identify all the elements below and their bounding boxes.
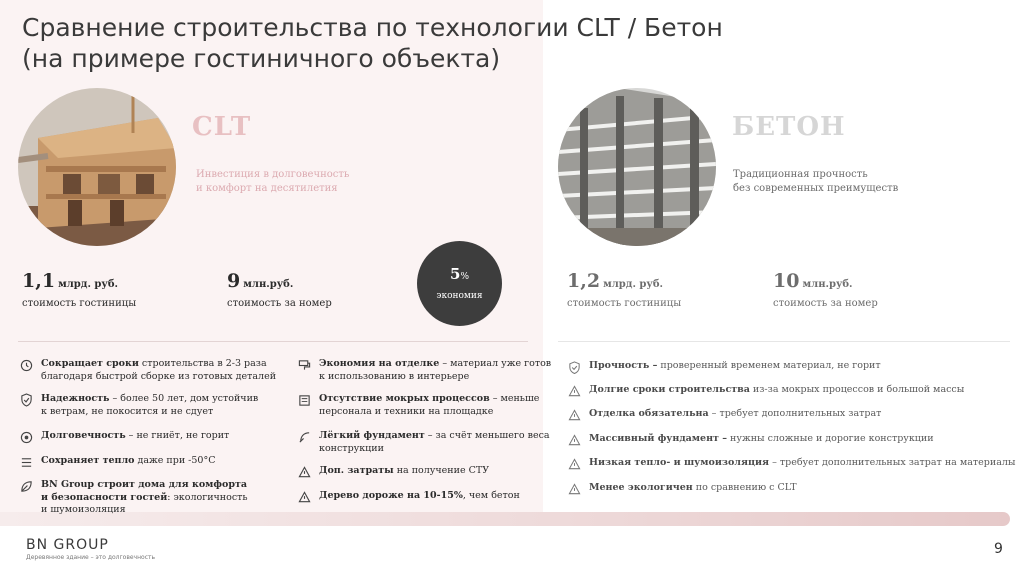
feather-icon bbox=[296, 429, 312, 445]
clt-feature-finishing: Экономия на отделке – материал уже готов к использованию в интерьере bbox=[296, 358, 551, 383]
company-logo-name: BN GROUP bbox=[26, 537, 109, 553]
beton-feature-ecology: Менее экологичен по сравнению с CLT bbox=[566, 482, 797, 497]
clt-heading: CLT bbox=[192, 112, 252, 142]
stat-label: стоимость за номер bbox=[227, 298, 332, 309]
clt-feature-warmth: Сохраняет тепло даже при -50°C bbox=[18, 455, 216, 470]
clt-stat-hotel-cost bbox=[22, 270, 136, 309]
beton-heading: БЕТОН bbox=[732, 112, 846, 142]
stat-label: стоимость гостиницы bbox=[22, 298, 137, 309]
thermometer-icon bbox=[18, 454, 34, 470]
clt-stat-room-cost bbox=[227, 270, 332, 309]
clt-building-photo bbox=[18, 88, 176, 246]
stat-value: 1,1 bbox=[22, 270, 56, 292]
company-logo bbox=[26, 537, 155, 561]
beton-subtitle bbox=[733, 168, 923, 196]
beton-feature-insulation: Низкая тепло- и шумоизоляция – требует дополнительных затрат на материалы bbox=[566, 457, 1015, 472]
warning-icon bbox=[566, 432, 582, 448]
beton-feature-strength: Прочность – проверенный временем материал, не горит bbox=[566, 360, 881, 375]
stat-value: 1,2 bbox=[567, 270, 601, 292]
beton-stat-room-cost bbox=[773, 270, 878, 309]
check-shield-icon bbox=[566, 359, 582, 375]
page-number: 9 bbox=[994, 541, 1003, 557]
clt-feature-comfort: BN Group строит дома для комфорта и безопасности гостей: экологичность и шумоизоляция bbox=[18, 479, 248, 517]
savings-value: 5% bbox=[450, 265, 469, 283]
stat-unit: млн.руб. bbox=[802, 279, 853, 290]
clt-feature-wood-cost: Дерево дороже на 10-15%, чем бетон bbox=[296, 490, 520, 505]
clt-feature-speed: Сокращает сроки строительства в 2-3 раза благодаря быстрой сборке из готовых деталей bbox=[18, 358, 276, 383]
stat-value: 10 bbox=[773, 270, 800, 292]
warning-icon bbox=[566, 407, 582, 423]
clt-feature-reliability: Надежность – более 50 лет, дом устойчив к ветрам, не покосится и не сдует bbox=[18, 393, 258, 418]
bug-icon bbox=[18, 429, 34, 445]
warning-icon bbox=[296, 489, 312, 505]
stat-label: стоимость гостиницы bbox=[567, 298, 682, 309]
stat-unit: млн.руб. bbox=[243, 279, 294, 290]
warning-icon bbox=[566, 456, 582, 472]
clt-feature-durability: Долговечность – не гниёт, не горит bbox=[18, 430, 229, 445]
clt-feature-extra-costs: Доп. затраты на получение СТУ bbox=[296, 465, 489, 480]
savings-badge bbox=[417, 241, 502, 326]
warning-icon bbox=[566, 383, 582, 399]
beton-feature-duration: Долгие сроки строительства из-за мокрых процессов и большой массы bbox=[566, 384, 964, 399]
clt-subtitle-line1: Инвестиция в долговечность bbox=[196, 169, 350, 180]
stat-unit: млрд. руб. bbox=[58, 279, 118, 290]
leaf-icon bbox=[18, 478, 34, 494]
paint-icon bbox=[296, 357, 312, 373]
company-tagline: Деревянное здание – это долговечность bbox=[26, 554, 156, 561]
page-title bbox=[22, 12, 782, 74]
savings-label: экономия bbox=[436, 291, 483, 301]
clt-divider bbox=[18, 341, 528, 342]
beton-subtitle-line2: без современных преимуществ bbox=[733, 183, 899, 194]
beton-stat-hotel-cost bbox=[567, 270, 681, 309]
beton-divider bbox=[558, 341, 1010, 342]
clt-subtitle-line2: и комфорт на десятилетия bbox=[196, 183, 338, 194]
beton-subtitle-line1: Традиционная прочность bbox=[733, 169, 868, 180]
stat-unit: млрд. руб. bbox=[603, 279, 663, 290]
shield-icon bbox=[18, 392, 34, 408]
page-title-line2: (на примере гостиничного объекта) bbox=[22, 44, 501, 73]
clock-icon bbox=[18, 357, 34, 373]
document-icon bbox=[296, 464, 312, 480]
page-title-line1: Сравнение строительства по технологии CLT / Бетон bbox=[22, 13, 723, 42]
clt-feature-foundation: Лёгкий фундамент – за счёт меньшего веса конструкции bbox=[296, 430, 550, 455]
stat-label: стоимость за номер bbox=[773, 298, 878, 309]
clt-feature-dry-process: Отсутствие мокрых процессов – меньше персонала и техники на площадке bbox=[296, 393, 539, 418]
stat-value: 9 bbox=[227, 270, 241, 292]
drop-icon bbox=[296, 392, 312, 408]
beton-feature-foundation: Массивный фундамент – нужны сложные и дорогие конструкции bbox=[566, 433, 934, 448]
clt-subtitle bbox=[196, 168, 386, 196]
warning-icon bbox=[566, 481, 582, 497]
beton-building-photo bbox=[558, 88, 716, 246]
beton-feature-finishing: Отделка обязательна – требует дополнительных затрат bbox=[566, 408, 881, 423]
